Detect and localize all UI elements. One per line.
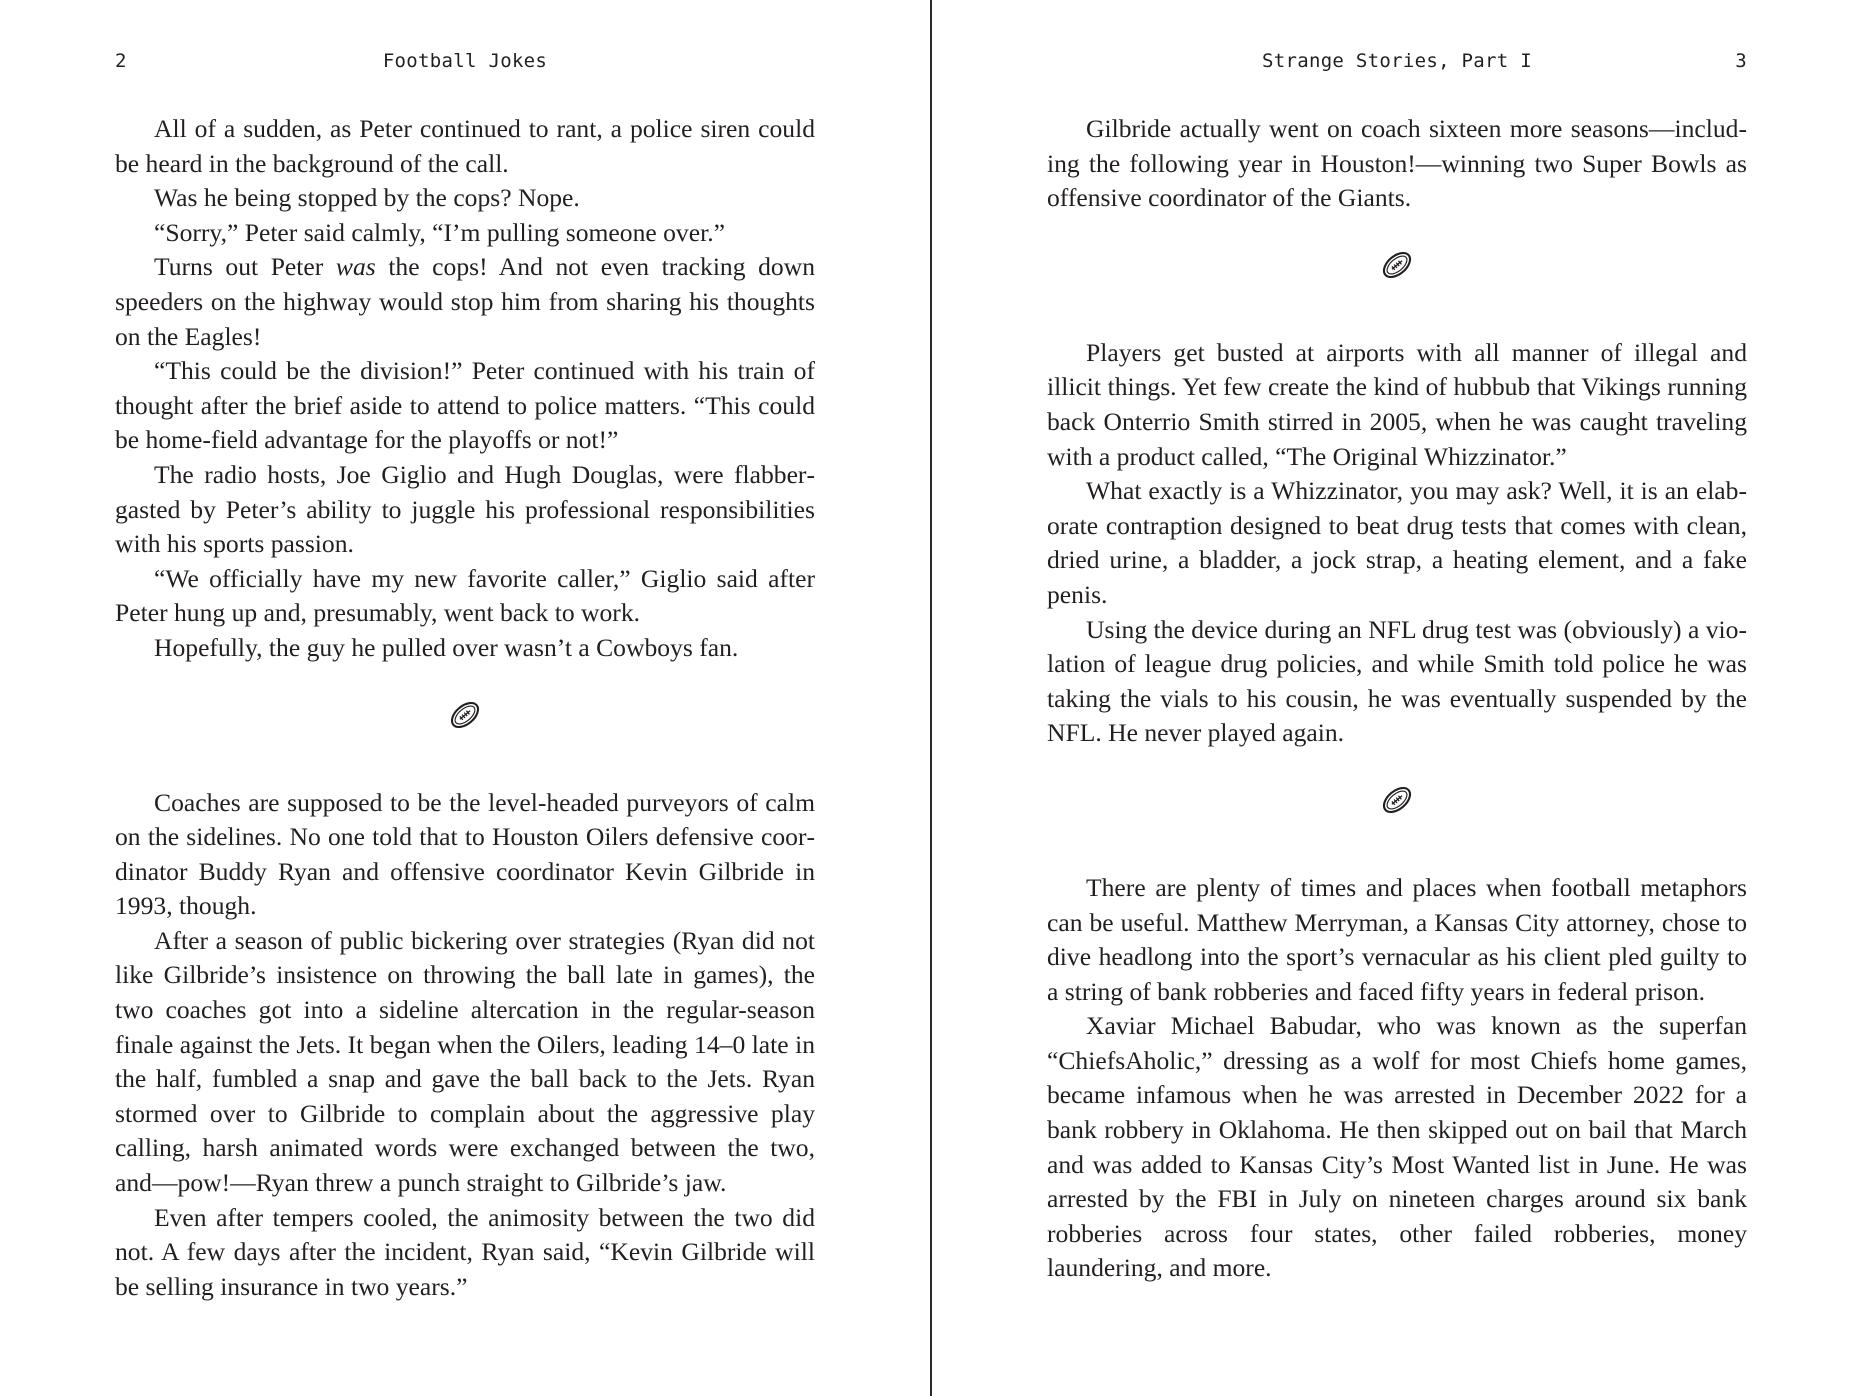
body-paragraph <box>115 181 815 216</box>
text-run: There are plenty of times and places when football metaphors can be useful. Matthew Merryman, a Kansas City attorney, chose to dive headlong into the sport’s vernacular as his client pled guilty to a string of bank robberies and faced fifty years in federal prison. <box>1047 872 1747 1006</box>
body-paragraph <box>115 786 815 924</box>
body-paragraph <box>1047 112 1747 216</box>
text-run: “We officially have my new favorite caller,” Giglio said after Peter hung up and, presumably, went back to work. <box>115 563 815 628</box>
running-title: Football Jokes <box>382 50 548 72</box>
body-paragraph <box>115 250 815 354</box>
text-run: Was he being stopped by the cops? Nope. <box>154 183 580 213</box>
section-break <box>115 666 815 786</box>
section-break <box>1047 751 1747 871</box>
left-page-body <box>115 112 815 1304</box>
body-paragraph <box>115 1201 815 1305</box>
text-run: All of a sudden, as Peter continued to rant, a police siren could be heard in the background of the call. <box>115 114 815 178</box>
text-run: Players get busted at airports with all manner of illegal and illicit things. Yet few create the kind of hubbub that Vikings running back Onterrio Smith stirred in 2005, when he was caught traveling with a product called, “The Original Whizzinator.” <box>1047 337 1747 471</box>
text-run: Even after tempers cooled, the animosity between the two did not. A few days after the incident, Ryan said, “Kevin Gilbride will be selling insurance in two years.” <box>115 1202 815 1301</box>
running-title: Strange Stories, Part I <box>1262 50 1532 72</box>
body-paragraph <box>1047 474 1747 612</box>
body-paragraph <box>115 924 815 1201</box>
text-run: “This could be the division!” Peter continued with his train of thought after the brief aside to attend to police matters. “This could be home-field advantage for the playoffs or not!” <box>115 356 815 455</box>
text-run: Using the device during an NFL drug test was (obviously) a violation of league drug policies, and while Smith told police he was taking the vials to his cousin, he was eventually suspended by the NFL. He never played again. <box>1047 614 1747 748</box>
football-icon <box>446 696 484 734</box>
body-paragraph <box>1047 1009 1747 1286</box>
body-paragraph <box>1047 613 1747 751</box>
text-run: Turns out Peter <box>154 252 336 282</box>
emphasis-text: was <box>335 252 376 282</box>
body-paragraph <box>1047 336 1747 474</box>
body-paragraph <box>115 562 815 631</box>
text-run: Hopefully, the guy he pulled over wasn’t a Cowboys fan. <box>154 632 739 662</box>
text-run: After a season of public bickering over strategies (Ryan did not like Gilbride’s insistence on throwing the ball late in games), the two coaches got into a sideline altercation in the regular-season finale against the Jets. It began when the Oilers, leading 14–0 late in the half, fumbled a snap and gave the ball back to the Jets. Ryan stormed over to Gilbride to complain about the aggressive play calling, harsh animated words were exchanged between the two, and—pow!—Ryan threw a punch straight to Gilbride’s jaw. <box>115 925 815 1198</box>
text-run: Coaches are supposed to be the level-headed purveyors of calm on the sidelines. No one told that to Houston Oilers defensive coordinator Buddy Ryan and offensive coordinator Kevin Gilbride in 1993, though. <box>115 787 815 921</box>
section-break <box>1047 216 1747 336</box>
right-running-head <box>1047 50 1747 80</box>
right-page <box>1047 0 1747 1396</box>
text-run: Gilbride actually went on coach sixteen more seasons—including the following year in Houston!—winning two Super Bowls as offensive coordinator of the Giants. <box>1047 114 1747 213</box>
body-paragraph <box>115 631 815 666</box>
right-page-body <box>1047 112 1747 1286</box>
page-number: 2 <box>115 50 127 72</box>
football-icon <box>1378 246 1416 284</box>
body-paragraph <box>115 112 815 181</box>
body-paragraph <box>115 458 815 562</box>
text-run: The radio hosts, Joe Giglio and Hugh Douglas, were flabbergasted by Peter’s ability to juggle his professional responsibilities with his sports passion. <box>115 459 815 559</box>
body-paragraph <box>115 216 815 251</box>
gutter-divider <box>930 0 932 1396</box>
left-page <box>115 0 815 1396</box>
body-paragraph <box>1047 871 1747 1009</box>
page-number: 3 <box>1735 50 1747 72</box>
text-run: “Sorry,” Peter said calmly, “I’m pulling someone over.” <box>154 217 725 247</box>
body-paragraph <box>115 354 815 458</box>
football-icon <box>1378 781 1416 819</box>
text-run: Xaviar Michael Babudar, who was known as the superfan “ChiefsAholic,” dressing as a wolf for most Chiefs home games, became infamous when he was arrested in December 2022 for a bank robbery in Oklahoma. He then skipped out on bail that March and was added to Kansas City’s Most Wanted list in June. He was arrested by the FBI in July on nineteen charges around six bank robberies across four states, other failed robberies, money laundering, and more. <box>1047 1011 1747 1283</box>
text-run: the cops! And not even tracking down speeders on the highway would stop him from sharing his thoughts on the Eagles! <box>115 252 815 351</box>
text-run: What exactly is a Whizzinator, you may ask? Well, it is an elaborate contraption designed to beat drug tests that comes with clean, dried urine, a bladder, a jock strap, a heating element, and a fake penis. <box>1047 476 1747 609</box>
left-running-head <box>115 50 815 80</box>
